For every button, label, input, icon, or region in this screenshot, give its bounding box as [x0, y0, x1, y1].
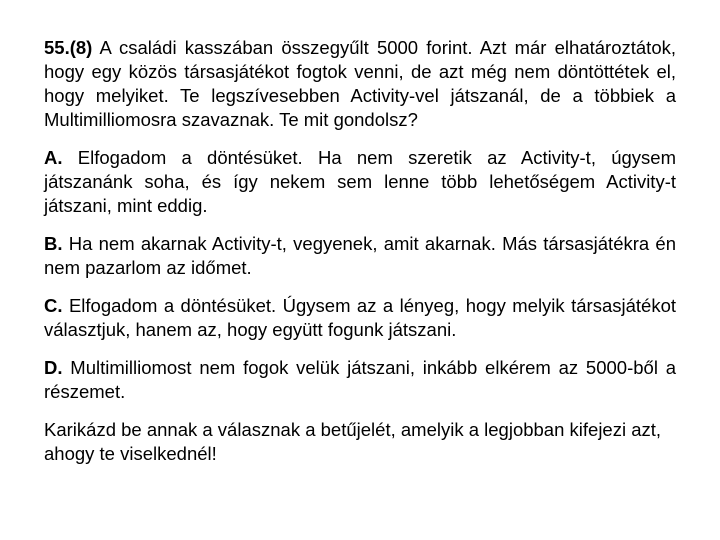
- option-text: Multimilliomost nem fogok velük játszani, inkább elkérem az 5000-ből a részemet.: [44, 357, 676, 402]
- answer-option-b[interactable]: [44, 232, 676, 280]
- answer-option-d[interactable]: [44, 356, 676, 404]
- option-letter: D.: [44, 357, 63, 378]
- answer-option-a[interactable]: [44, 146, 676, 218]
- option-letter: C.: [44, 295, 63, 316]
- option-text: Elfogadom a döntésüket. Ha nem szeretik az Activity-t, úgysem játszanánk soha, és így nekem sem lenne több lehetőségem Activity-t játszani, mint eddig.: [44, 147, 677, 216]
- question-paragraph: [44, 36, 676, 132]
- option-text: Ha nem akarnak Activity-t, vegyenek, amit akarnak. Más társasjátékra én nem pazarlom az időmet.: [44, 233, 677, 278]
- quiz-page: [44, 36, 676, 466]
- answer-option-c[interactable]: [44, 294, 676, 342]
- option-letter: A.: [44, 147, 63, 168]
- question-text: A családi kasszában összegyűlt 5000 forint. Azt már elhatároztátok, hogy egy közös társasjátékot fogtok venni, de azt még nem döntöttétek el, hogy melyiket. Te legszívesebben Activity-vel játszanál, de a többiek a Multimilliomosra szavaznak. Te mit gondolsz?: [44, 37, 676, 130]
- option-text: Elfogadom a döntésüket. Úgysem az a lényeg, hogy melyik társasjátékot választjuk, hanem az, hogy együtt fogunk játszani.: [44, 295, 676, 340]
- instruction-text: Karikázd be annak a válasznak a betűjelét, amelyik a legjobban kifejezi azt, ahogy te viselkednél!: [44, 419, 662, 464]
- option-letter: B.: [44, 233, 63, 254]
- question-number: 55.(8): [44, 37, 93, 58]
